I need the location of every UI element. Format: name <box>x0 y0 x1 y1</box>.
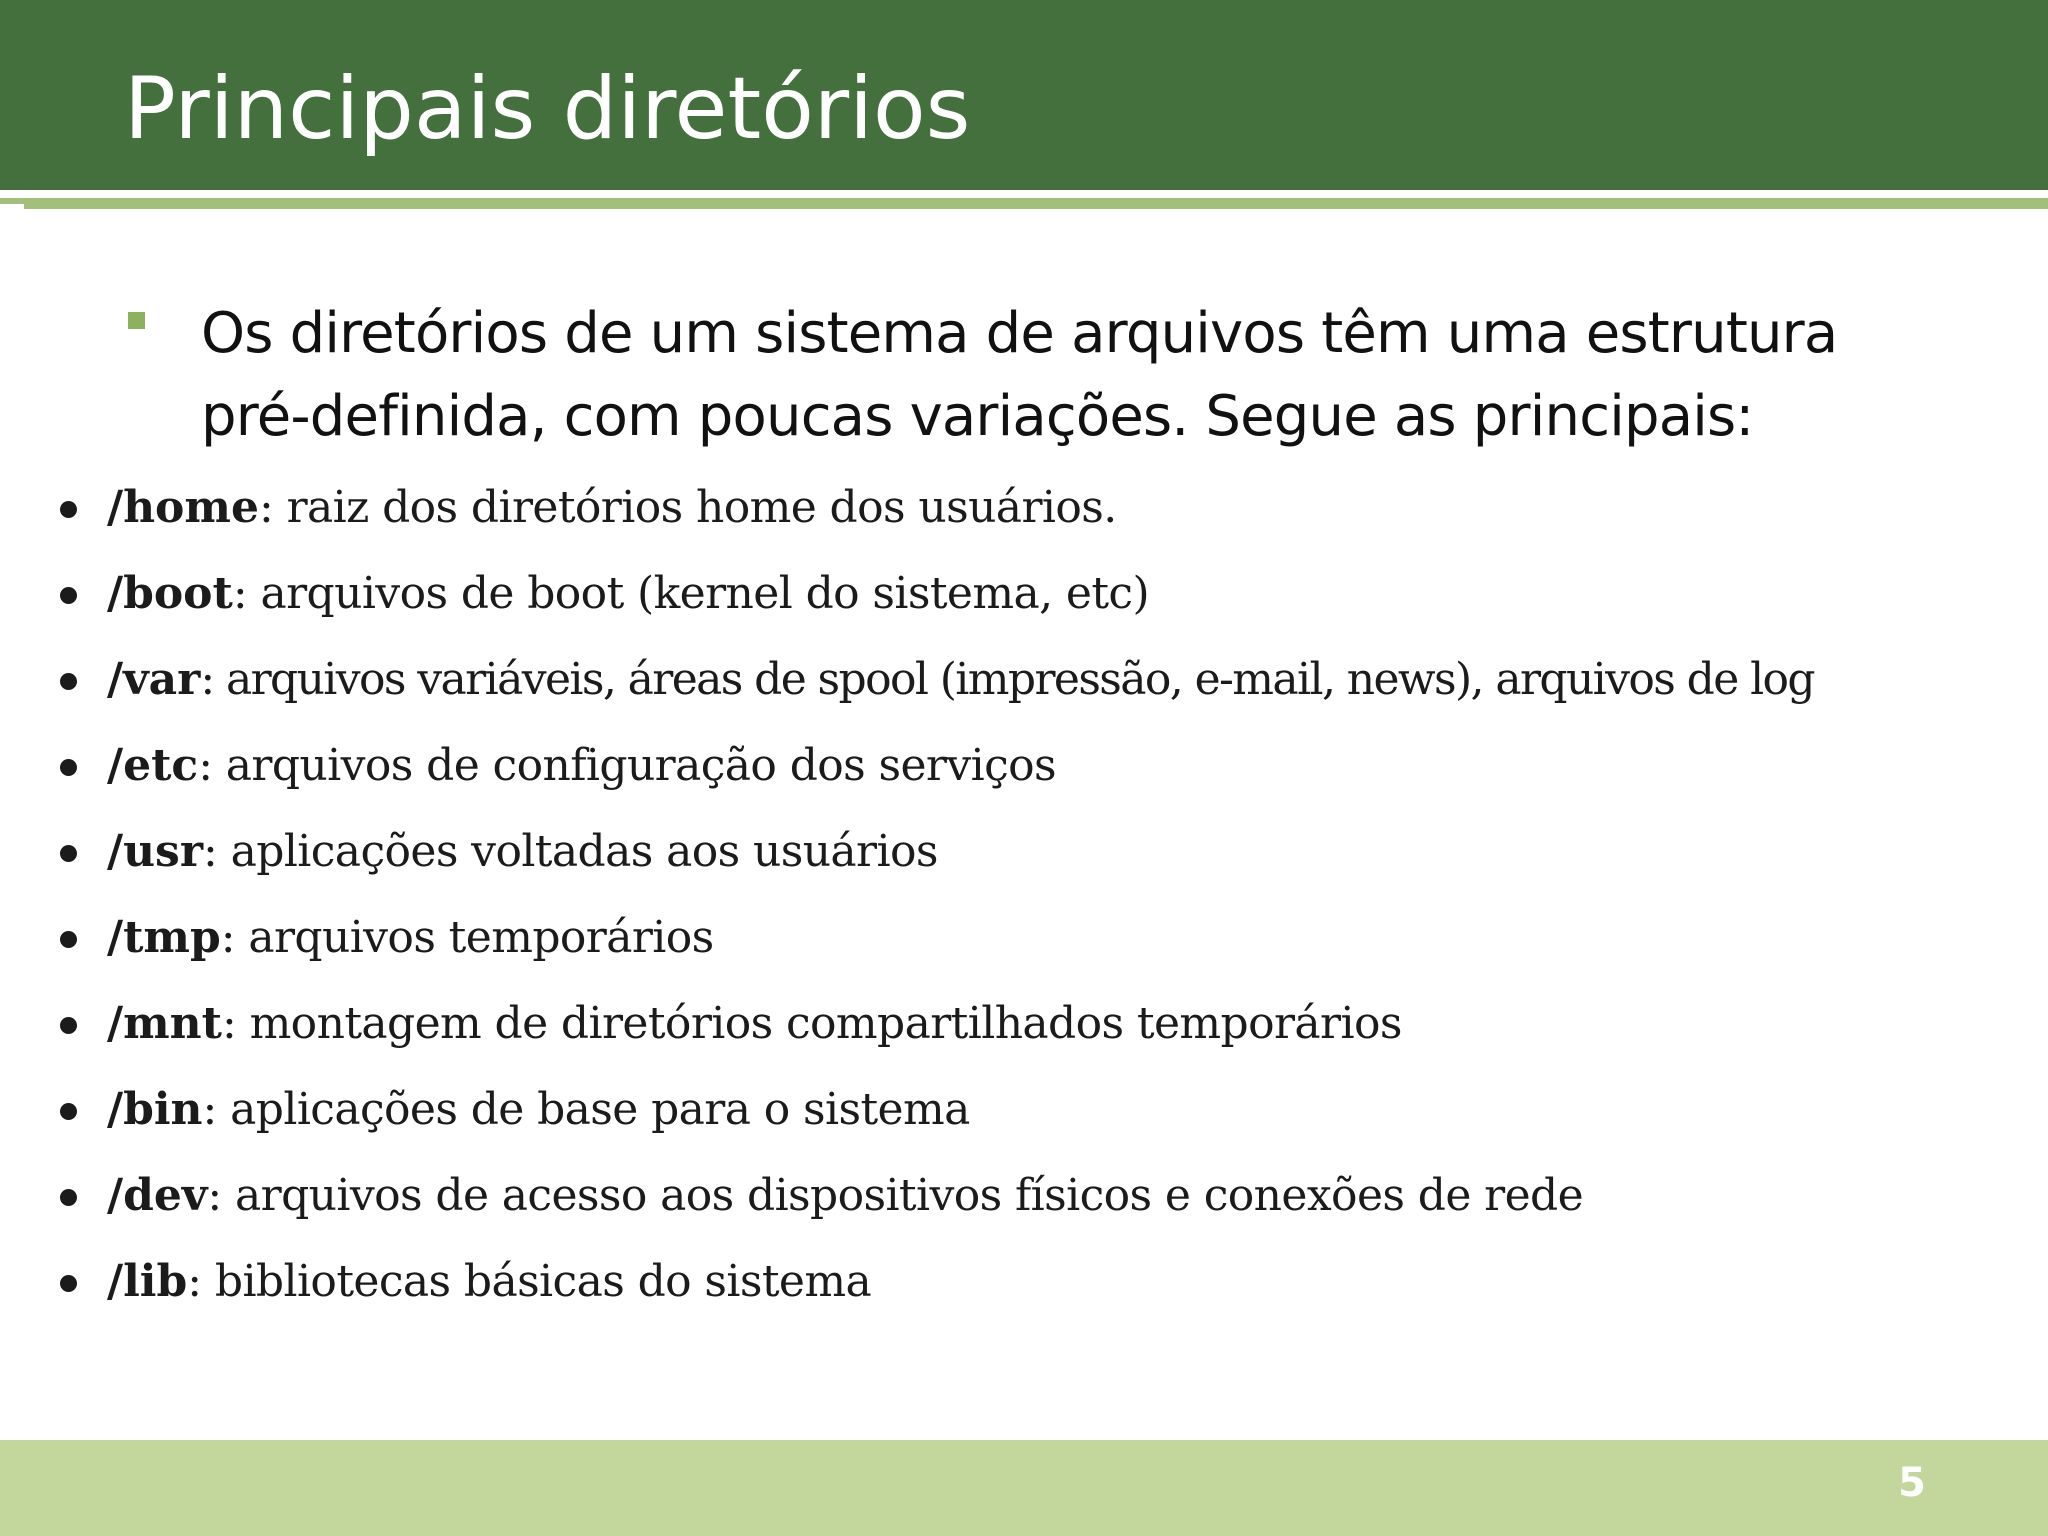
directory-name: /etc <box>107 740 199 791</box>
directory-name: /bin <box>107 1084 203 1135</box>
square-bullet-icon <box>128 312 145 329</box>
page-number: 5 <box>1898 1460 1926 1506</box>
list-item <box>0 637 2048 723</box>
directory-name: /lib <box>107 1256 188 1307</box>
directory-description: : aplicações de base para o sistema <box>202 1084 970 1135</box>
bullet-dot-icon <box>60 501 77 518</box>
list-item <box>0 1239 2048 1325</box>
bullet-dot-icon <box>60 1275 77 1292</box>
directory-description: : bibliotecas básicas do sistema <box>187 1256 872 1307</box>
directory-description: : aplicações voltadas aos usuários <box>203 826 938 877</box>
directory-name: /usr <box>107 826 204 877</box>
directory-description: : raiz dos diretórios home dos usuários. <box>258 482 1117 533</box>
directory-description: : montagem de diretórios compartilhados temporários <box>221 998 1402 1049</box>
bullet-dot-icon <box>60 1189 77 1206</box>
directory-description: : arquivos temporários <box>220 912 714 963</box>
list-item <box>0 809 2048 895</box>
bullet-dot-icon <box>60 673 77 690</box>
bullet-dot-icon <box>60 931 77 948</box>
title-bar <box>0 0 2048 190</box>
directory-name: /boot <box>107 568 233 619</box>
list-item <box>0 465 2048 551</box>
directory-list <box>0 465 2048 1325</box>
directory-description: : arquivos de acesso aos dispositivos físicos e conexões de rede <box>207 1170 1584 1221</box>
directory-name: /home <box>107 482 259 533</box>
header-divider <box>0 198 2048 209</box>
list-item <box>0 1153 2048 1239</box>
directory-name: /mnt <box>107 998 222 1049</box>
list-item <box>0 551 2048 637</box>
directory-description: : arquivos variáveis, áreas de spool (impressão, e-mail, news), arquivos de log <box>200 654 1814 705</box>
intro-text: Os diretórios de um sistema de arquivos têm uma estrutura pré-definida, com poucas variações. Segue as principais: <box>201 301 1838 449</box>
directory-name: /tmp <box>107 912 221 963</box>
bullet-dot-icon <box>60 1103 77 1120</box>
bullet-dot-icon <box>60 845 77 862</box>
bullet-dot-icon <box>60 1017 77 1034</box>
directory-description: : arquivos de configuração dos serviços <box>198 740 1057 791</box>
list-item <box>0 1067 2048 1153</box>
list-item <box>0 895 2048 981</box>
bullet-dot-icon <box>60 759 77 776</box>
bullet-dot-icon <box>60 587 77 604</box>
list-item <box>0 981 2048 1067</box>
header-divider-notch <box>0 204 24 214</box>
directory-name: /dev <box>107 1170 208 1221</box>
footer-bar <box>0 1440 2048 1536</box>
directory-name: /var <box>107 654 201 705</box>
directory-description: : arquivos de boot (kernel do sistema, etc) <box>232 568 1150 619</box>
list-item <box>0 723 2048 809</box>
slide-title: Principais diretórios <box>124 59 971 159</box>
